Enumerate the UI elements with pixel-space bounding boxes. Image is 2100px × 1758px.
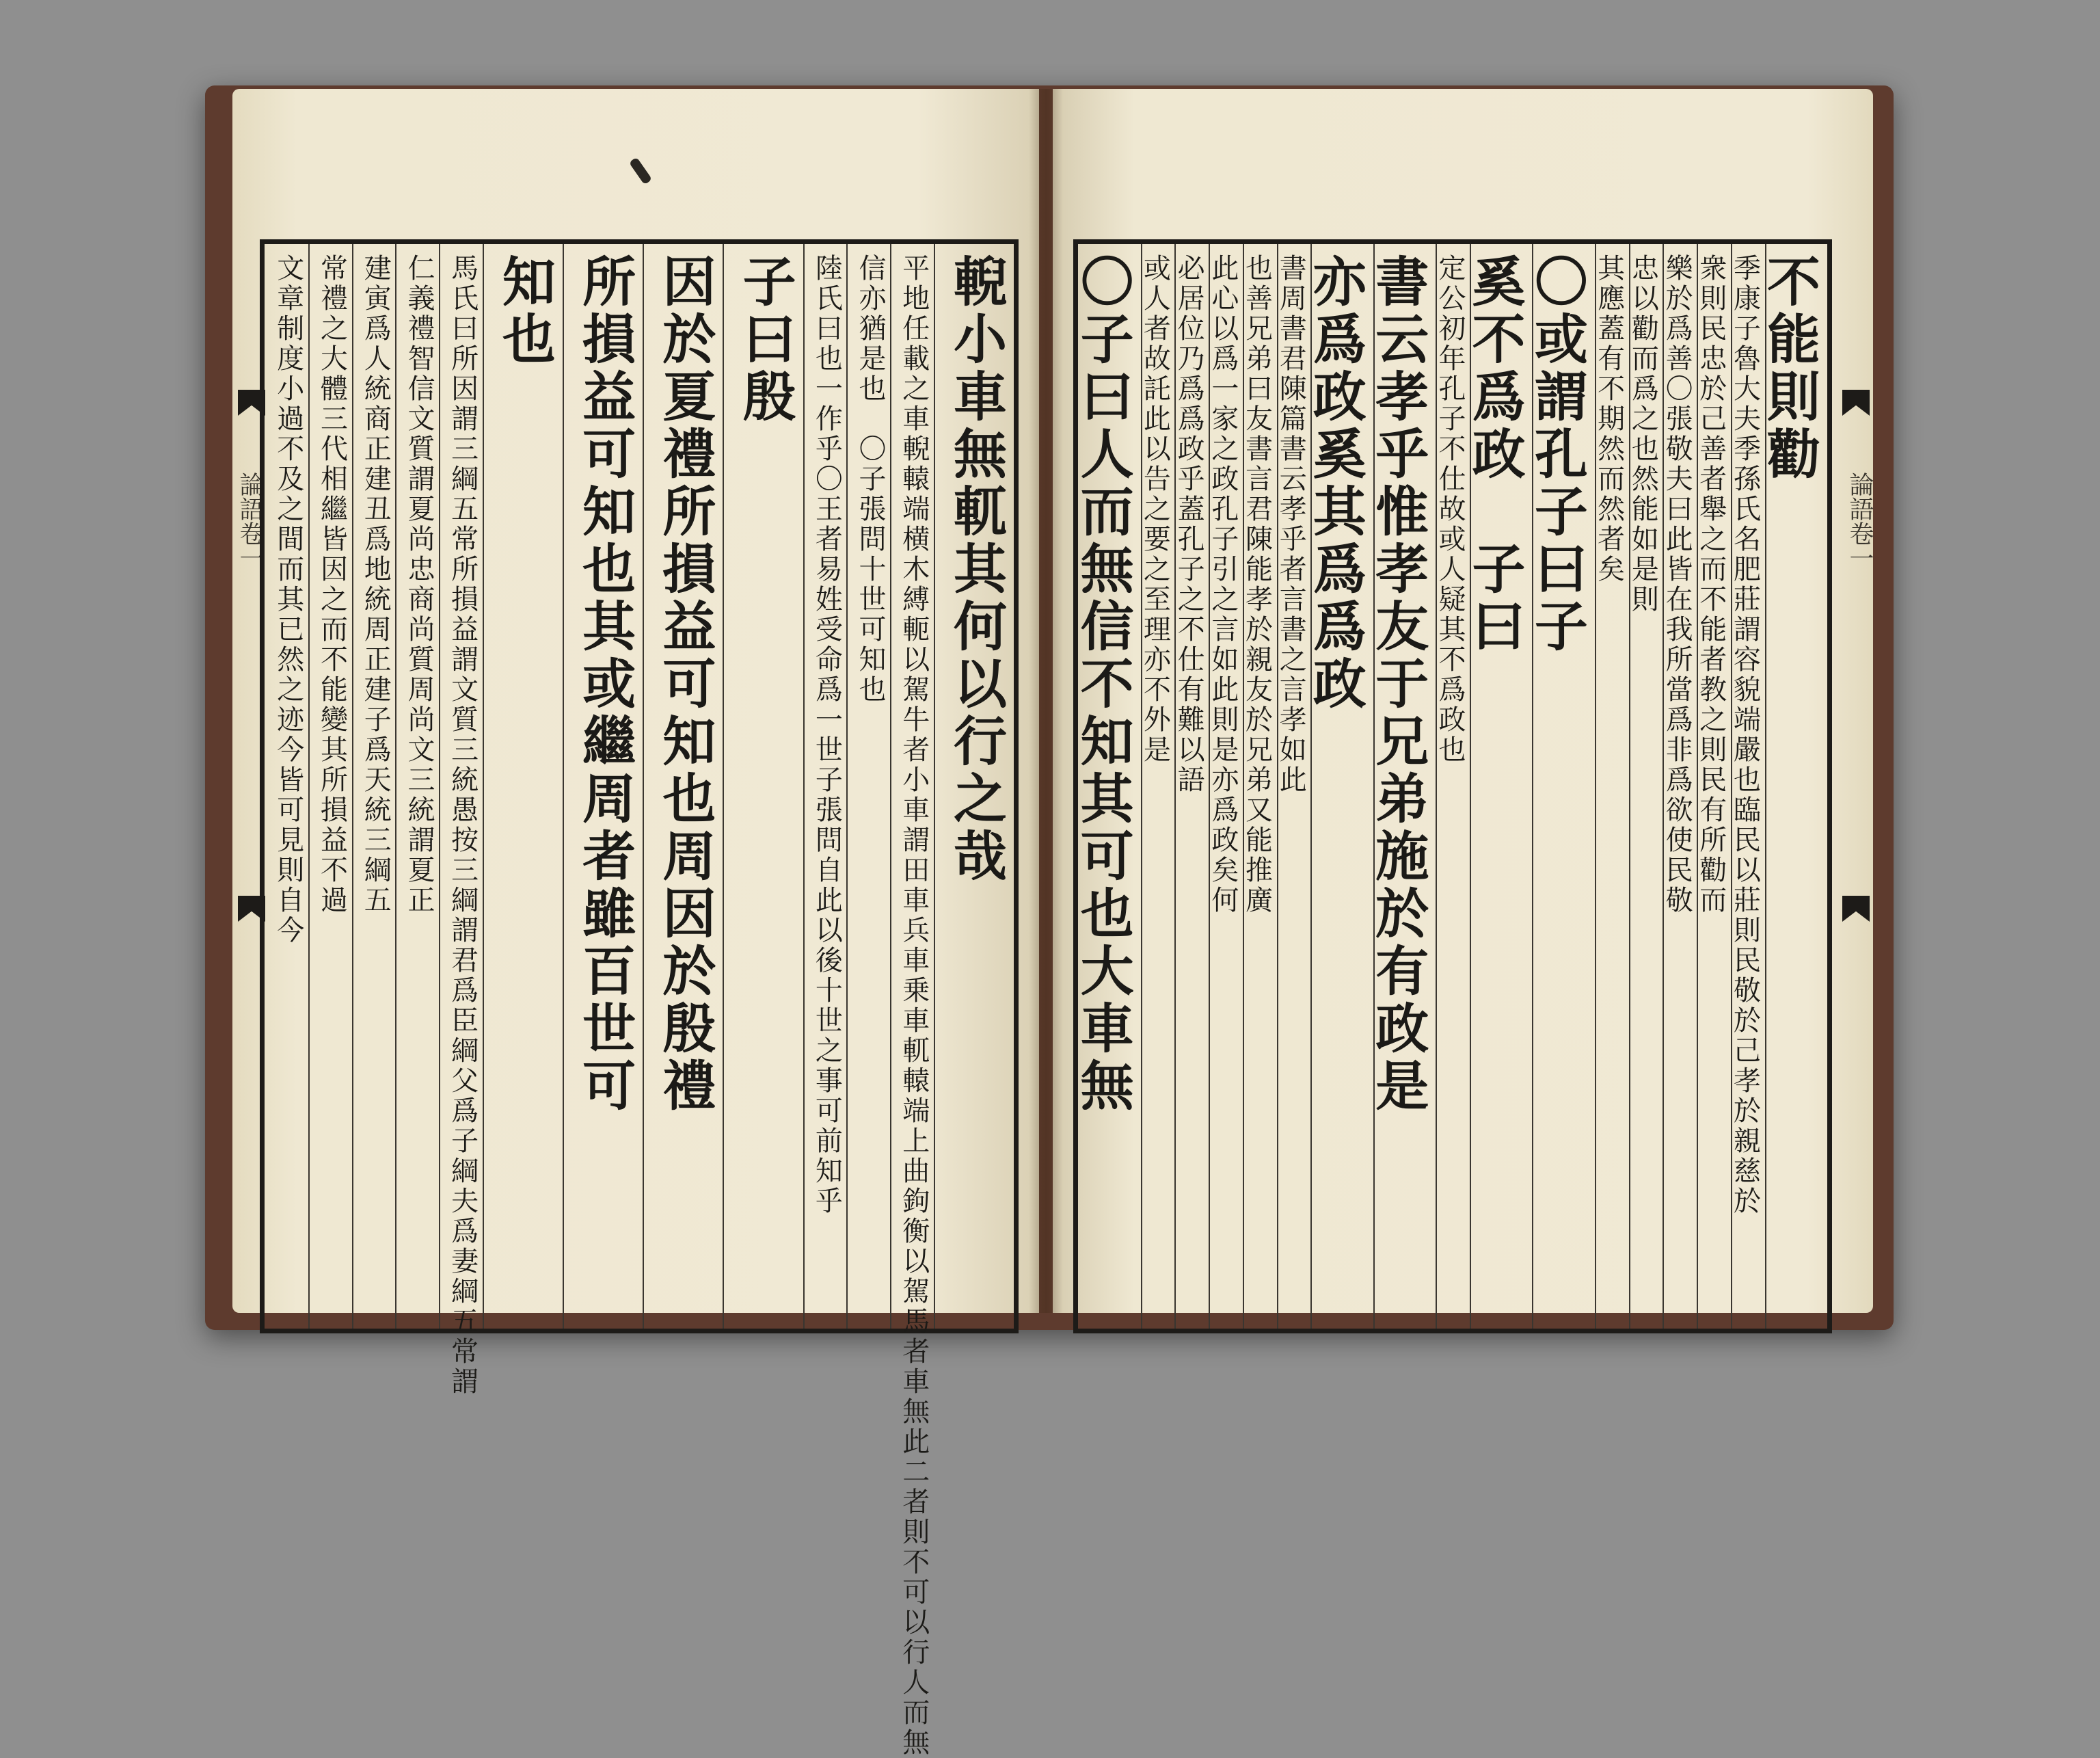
text-column: 亦爲政奚其爲爲政 xyxy=(1310,244,1373,1329)
text-column: 所損益可知也其或繼周者雖百世可 xyxy=(563,244,643,1329)
right-page xyxy=(1053,89,1873,1313)
text-column: 季康子魯大夫季孫氏名肥莊謂容貌端嚴也臨民以莊則民敬於己孝於親慈於 xyxy=(1731,244,1765,1329)
text-column: 或人者故託此以告之要之至理亦不外是 xyxy=(1141,244,1175,1329)
text-column: 建寅爲人統商正建丑爲地統周正建子爲天統三綱五 xyxy=(352,244,396,1329)
text-column: 信亦猶是也 〇子張問十世可知也 xyxy=(846,244,890,1329)
left-page xyxy=(232,89,1039,1758)
text-column: 其應蓋有不期然而然者矣 xyxy=(1595,244,1629,1329)
text-column: 文章制度小過不及之間而其已然之迹今皆可見則自今 xyxy=(272,254,304,946)
text-column: 忠以勸而爲之也然能如是則 xyxy=(1629,244,1663,1329)
text-column: 不能則勸 xyxy=(1765,244,1827,1329)
text-column: 〇或謂孔子曰子 xyxy=(1532,244,1594,1329)
text-column: 衆則民忠於己善者舉之而不能者教之則民有所勸而 xyxy=(1697,244,1731,1329)
text-column: 馬氏曰所因謂三綱五常所損益謂文質三統愚按三綱謂君爲臣綱父爲子綱夫爲妻綱五常謂 xyxy=(439,244,483,1329)
text-column: 子曰殷 xyxy=(723,244,803,1329)
text-column: 平地任載之車輗轅端横木縛軛以駕牛者小車謂田車兵車乗車軏轅端上曲鉤衡以駕馬者車無此二者則不可以行人而無 xyxy=(890,244,934,1329)
text-column: 書云孝乎惟孝友于兄弟施於有政是 xyxy=(1373,244,1436,1329)
text-column: 樂於爲善〇張敬夫曰此皆在我所當爲非爲欲使民敬 xyxy=(1662,244,1697,1329)
text-columns xyxy=(1071,244,1827,1329)
text-column: 也善兄弟曰友書言君陳能孝於親友於兄弟又能推廣 xyxy=(1243,244,1277,1329)
text-column: 〇子曰人而無信不知其可也大車無 xyxy=(1071,254,1134,1115)
text-column: 書周書君陳篇書云孝乎者言書之言孝如此 xyxy=(1277,244,1311,1329)
text-column: 定公初年孔子不仕故或人疑其不爲政也 xyxy=(1436,244,1470,1329)
text-column: 知也 xyxy=(483,244,563,1329)
text-columns xyxy=(265,244,1014,1758)
text-column: 因於夏禮所損益可知也周因於殷禮 xyxy=(643,244,723,1329)
margin-label: 論語卷一 xyxy=(236,472,264,570)
text-column: 常禮之大體三代相繼皆因之而不能變其所損益不過 xyxy=(308,244,352,1329)
fishtail-mark-top xyxy=(1842,390,1870,416)
ink-spot xyxy=(629,157,652,185)
text-column: 此心以爲一家之政孔子引之言如此則是亦爲政矣何 xyxy=(1209,244,1243,1329)
text-frame xyxy=(260,239,1019,1758)
text-column: 奚不爲政 子曰 xyxy=(1470,244,1532,1329)
text-column: 陸氏曰也一作乎〇王者易姓受命爲一世子張問自此以後十世之事可前知乎 xyxy=(803,244,847,1329)
text-column: 輗小車無軏其何以行之哉 xyxy=(934,244,1014,1329)
margin-label: 論語卷一 xyxy=(1846,472,1874,570)
book-gutter xyxy=(1029,89,1063,1313)
text-column: 仁義禮智信文質謂夏尚忠商尚質周尚文三統謂夏正 xyxy=(395,244,439,1329)
text-frame xyxy=(1073,239,1832,1333)
text-column: 必居位乃爲爲政乎蓋孔子之不仕有難以語 xyxy=(1174,244,1209,1329)
fishtail-mark-bottom xyxy=(1842,896,1870,922)
